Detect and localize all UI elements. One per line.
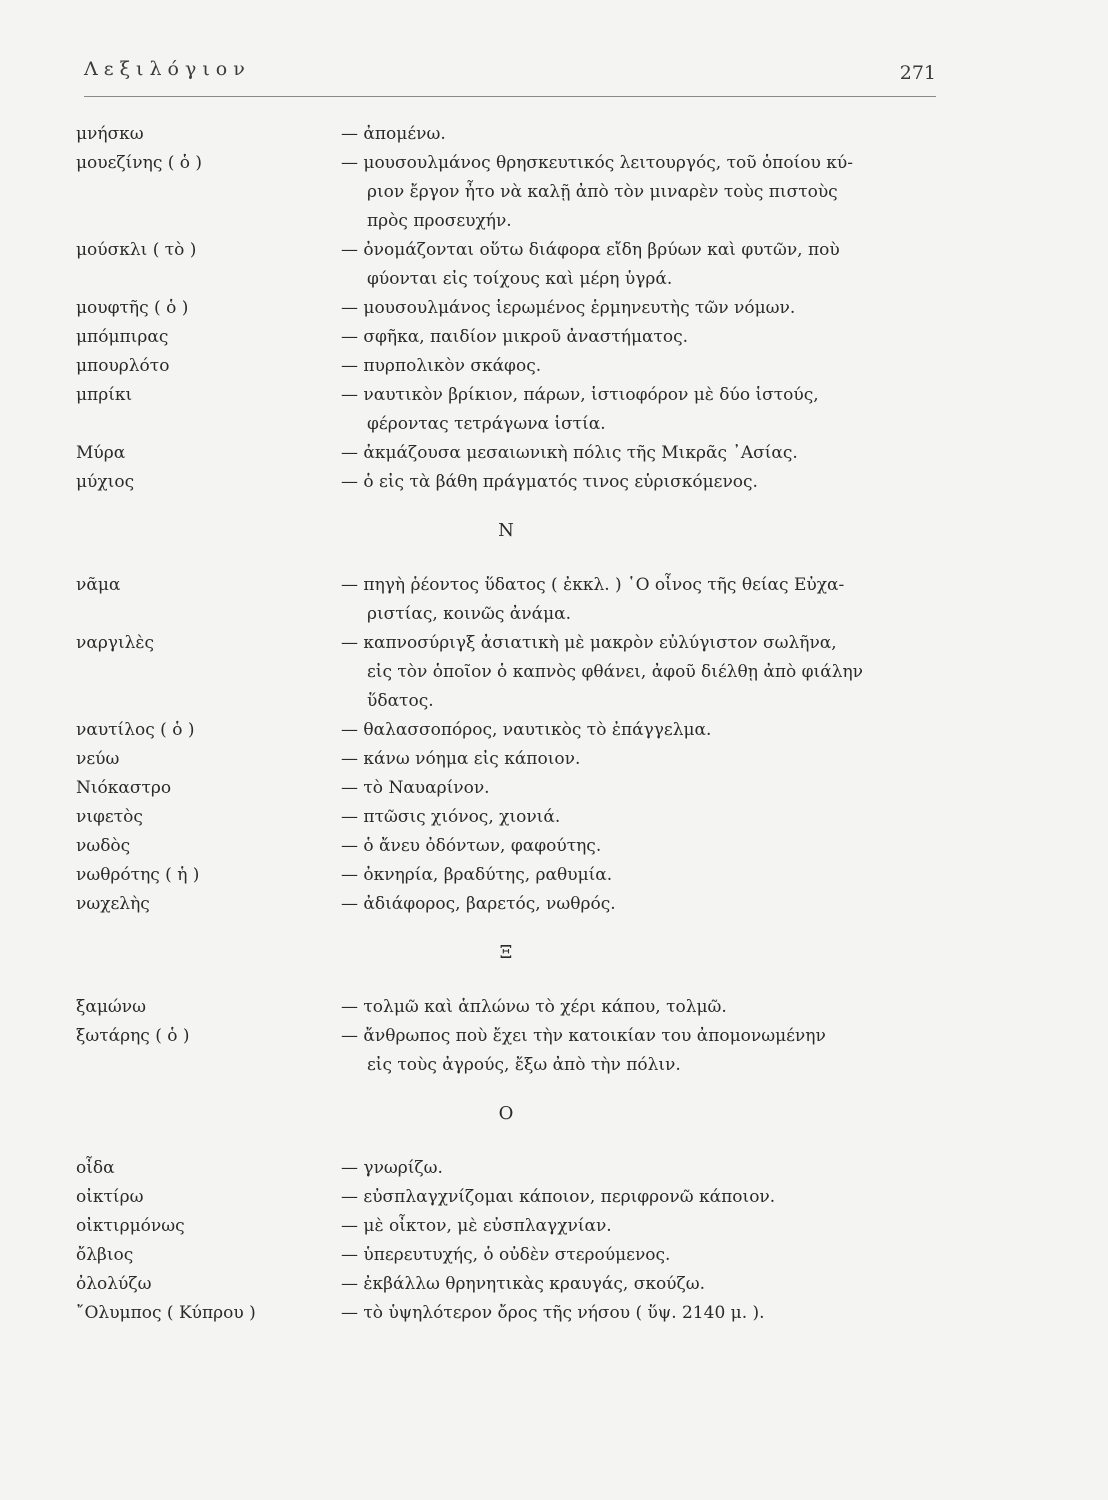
entry-term: ξωτάρης ( ὁ ) (76, 1026, 190, 1046)
entry-term: μύχιος (76, 472, 135, 492)
definition-line: — καπνοσύριγξ ἀσιατικὴ μὲ μακρὸν εὐλύγιστον σωλῆνα, (341, 633, 837, 653)
definition-line: — τὸ Ναυαρίνον. (341, 778, 490, 798)
glossary-entry (76, 774, 956, 803)
glossary-entry (76, 745, 956, 774)
entry-term: νᾶμα (76, 575, 121, 595)
glossary-entry (76, 236, 956, 294)
definition-line: — ἀκμάζουσα μεσαιωνικὴ πόλις τῆς Μικρᾶς ᾿Ασίας. (341, 443, 798, 463)
glossary-entry (76, 149, 956, 236)
definition-line: πρὸς προσευχήν. (367, 211, 512, 231)
entry-definition (341, 439, 956, 468)
definition-line: — ἀδιάφορος, βαρετός, νωθρός. (341, 894, 616, 914)
glossary-entry (76, 439, 956, 468)
definition-line: — τολμῶ καὶ ἁπλώνω τὸ χέρι κάπου, τολμῶ. (341, 997, 727, 1017)
running-title: Λεξιλόγιον (84, 58, 251, 80)
entry-definition (341, 1299, 956, 1328)
entry-definition (341, 149, 956, 236)
entry-definition (341, 323, 956, 352)
definition-line: — ἐκβάλλω θρηνητικὰς κραυγάς, σκούζω. (341, 1274, 705, 1294)
entry-definition (341, 120, 956, 149)
glossary-entry (76, 468, 956, 497)
definition-line: — μὲ οἶκτον, μὲ εὐσπλαγχνίαν. (341, 1216, 612, 1236)
glossary-entry (76, 1022, 956, 1080)
entry-term: νωθρότης ( ἡ ) (76, 865, 200, 885)
entry-term: ναργιλὲς (76, 633, 155, 653)
definition-line: φέροντας τετράγωνα ἱστία. (367, 414, 606, 434)
entry-definition (341, 861, 956, 890)
page-number: 271 (899, 62, 936, 84)
glossary-entry (76, 323, 956, 352)
definition-line: — ὑπερευτυχής, ὁ οὐδὲν στερούμενος. (341, 1245, 671, 1265)
section-letter: Ν (498, 520, 514, 541)
definition-line: — ἀπομένω. (341, 124, 446, 144)
entry-definition (341, 832, 956, 861)
header-rule (84, 96, 936, 97)
entry-definition (341, 1183, 956, 1212)
glossary-entry (76, 803, 956, 832)
entry-term: μούσκλι ( τὸ ) (76, 240, 197, 260)
entry-term: Νιόκαστρο (76, 778, 172, 798)
glossary-entry (76, 1241, 956, 1270)
entry-term: ῎Ολυμπος ( Κύπρου ) (76, 1303, 256, 1323)
entry-term: μνήσκω (76, 124, 144, 144)
definition-line: ὕδατος. (367, 691, 434, 711)
entry-term: νεύω (76, 749, 120, 769)
definition-line: εἰς τὸν ὁποῖον ὁ καπνὸς φθάνει, ἀφοῦ διέλθῃ ἀπὸ φιάλην (367, 662, 863, 682)
glossary-entry (76, 716, 956, 745)
section-letter: Ξ (499, 942, 513, 963)
definition-line: — κάνω νόημα εἰς κάποιον. (341, 749, 581, 769)
entry-term: ξαμώνω (76, 997, 146, 1017)
entry-definition (341, 381, 956, 439)
entry-term: νιφετὸς (76, 807, 143, 827)
entry-definition (341, 468, 956, 497)
entry-term: μπουρλότο (76, 356, 170, 376)
glossary-entry (76, 1154, 956, 1183)
entry-term: νωδὸς (76, 836, 131, 856)
definition-line: — εὐσπλαγχνίζομαι κάποιον, περιφρονῶ κάποιον. (341, 1187, 776, 1207)
definition-line: φύονται εἰς τοίχους καὶ μέρη ὑγρά. (367, 269, 673, 289)
definition-line: — ἄνθρωπος ποὺ ἔχει τὴν κατοικίαν του ἀπομονωμένην (341, 1026, 826, 1046)
entry-definition (341, 1022, 956, 1080)
entry-definition (341, 774, 956, 803)
glossary-entry (76, 120, 956, 149)
definition-line: — πτῶσις χιόνος, χιονιά. (341, 807, 561, 827)
entry-term: μουεζίνης ( ὁ ) (76, 153, 203, 173)
entry-definition (341, 745, 956, 774)
glossary-entry (76, 1183, 956, 1212)
definition-line: — ὀκνηρία, βραδύτης, ραθυμία. (341, 865, 613, 885)
entry-term: ὀλολύζω (76, 1274, 152, 1294)
entry-definition (341, 716, 956, 745)
entry-definition (341, 571, 956, 629)
definition-line: ριστίας, κοινῶς ἀνάμα. (367, 604, 572, 624)
entry-term: ὄλβιος (76, 1245, 134, 1265)
definition-line: — τὸ ὑψηλότερον ὄρος τῆς νήσου ( ὕψ. 2140 μ. ). (341, 1303, 765, 1323)
glossary-entry (76, 993, 956, 1022)
definition-line: ριον ἔργον ἦτο νὰ καλῇ ἀπὸ τὸν μιναρὲν τοὺς πιστοὺς (367, 182, 838, 202)
definition-line: — σφῆκα, παιδίον μικροῦ ἀναστήματος. (341, 327, 689, 347)
glossary-entry (76, 861, 956, 890)
entry-definition (341, 352, 956, 381)
entry-definition (341, 1241, 956, 1270)
section-letter: Ο (498, 1103, 514, 1124)
definition-line: — ὀνομάζονται οὕτω διάφορα εἴδη βρύων καὶ φυτῶν, ποὺ (341, 240, 840, 260)
definition-line: — πηγὴ ῥέοντος ὕδατος ( ἐκκλ. ) ῾Ο οἶνος τῆς θείας Εὐχα- (341, 575, 845, 595)
glossary-entry (76, 629, 956, 716)
entry-definition (341, 890, 956, 919)
definition-line: — μουσουλμάνος θρησκευτικός λειτουργός, τοῦ ὁποίου κύ- (341, 153, 853, 173)
entry-definition (341, 1154, 956, 1183)
glossary-entry (76, 890, 956, 919)
definition-line: — ναυτικὸν βρίκιον, πάρων, ἱστιοφόρον μὲ δύο ἱστούς, (341, 385, 819, 405)
glossary-entry (76, 832, 956, 861)
entry-definition (341, 1212, 956, 1241)
glossary-entry (76, 1212, 956, 1241)
definition-line: — μουσουλμάνος ἱερωμένος ἑρμηνευτὴς τῶν νόμων. (341, 298, 796, 318)
glossary-entry (76, 571, 956, 629)
entry-term: οἶδα (76, 1158, 115, 1178)
definition-line: — γνωρίζω. (341, 1158, 443, 1178)
entry-definition (341, 629, 956, 716)
glossary-entry (76, 352, 956, 381)
entry-term: μπόμπιρας (76, 327, 169, 347)
glossary-content (76, 120, 956, 1328)
definition-line: — θαλασσοπόρος, ναυτικὸς τὸ ἐπάγγελμα. (341, 720, 712, 740)
entry-term: οἰκτίρω (76, 1187, 144, 1207)
entry-definition (341, 236, 956, 294)
entry-term: οἰκτιρμόνως (76, 1216, 185, 1236)
definition-line: — πυρπολικὸν σκάφος. (341, 356, 542, 376)
entry-term: μπρίκι (76, 385, 133, 405)
definition-line: — ὁ εἰς τὰ βάθη πράγματός τινος εὑρισκόμενος. (341, 472, 758, 492)
entry-term: Μύρα (76, 443, 126, 463)
entry-definition (341, 993, 956, 1022)
glossary-entry (76, 1299, 956, 1328)
entry-definition (341, 803, 956, 832)
entry-term: μουφτῆς ( ὁ ) (76, 298, 189, 318)
entry-definition (341, 294, 956, 323)
entry-term: νωχελὴς (76, 894, 150, 914)
glossary-entry (76, 1270, 956, 1299)
definition-line: εἰς τοὺς ἀγρούς, ἔξω ἀπὸ τὴν πόλιν. (367, 1055, 681, 1075)
glossary-entry (76, 294, 956, 323)
entry-term: ναυτίλος ( ὁ ) (76, 720, 195, 740)
glossary-entry (76, 381, 956, 439)
definition-line: — ὁ ἄνευ ὀδόντων, φαφούτης. (341, 836, 602, 856)
entry-definition (341, 1270, 956, 1299)
